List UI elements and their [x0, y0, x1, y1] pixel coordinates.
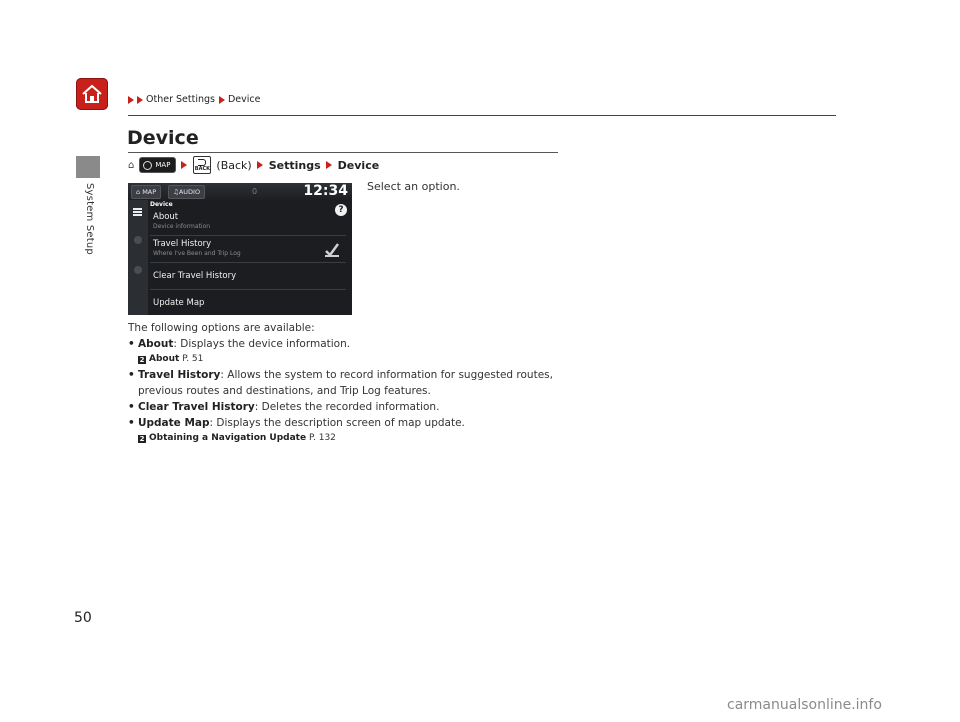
- screen-clock: 12:34: [303, 183, 348, 199]
- list-item[interactable]: Clear Travel History: [150, 263, 346, 290]
- screen-menu-list: [150, 201, 346, 315]
- header-rule: [128, 115, 836, 116]
- page-number: 50: [74, 610, 92, 626]
- chapter-label: System Setup: [84, 183, 95, 255]
- list-item[interactable]: Update Map: [153, 298, 205, 308]
- reference-icon: 2: [139, 435, 145, 443]
- option-travel-history-cont: previous routes and destinations, and Trip Log features.: [138, 385, 431, 397]
- breadcrumb-arrow-icon: [219, 96, 225, 104]
- path-step-settings: Settings: [268, 158, 321, 172]
- intro-text: The following options are available:: [128, 322, 315, 334]
- home-button[interactable]: [76, 78, 108, 110]
- reference-icon: 2: [139, 356, 145, 364]
- path-arrow-icon: [181, 161, 187, 169]
- screen-status-bar: [128, 183, 352, 200]
- option-about: • About: Displays the device information.: [128, 336, 568, 352]
- scroll-up-icon[interactable]: [134, 236, 142, 244]
- back-key-icon: BACK: [193, 156, 211, 174]
- checkmark-icon: [324, 242, 340, 258]
- screen-readout: 0: [252, 187, 258, 196]
- home-icon: [80, 82, 104, 106]
- path-arrow-icon: [326, 161, 332, 169]
- navigation-path: [128, 156, 379, 174]
- path-step-device: Device: [337, 158, 380, 172]
- screen-side-panel: [128, 200, 148, 315]
- breadcrumb-item[interactable]: Device: [227, 94, 261, 105]
- option-travel-history: • Travel History: Allows the system to record information for suggested routes,: [128, 367, 568, 383]
- home-hint-icon: ⌂: [128, 159, 135, 171]
- breadcrumb: [128, 94, 260, 105]
- help-icon[interactable]: ?: [335, 204, 347, 216]
- option-update-map: • Update Map: Displays the description screen of map update.: [128, 415, 568, 431]
- list-item[interactable]: Travel History Where I've Been and Trip Log: [150, 236, 346, 263]
- instruction-text: Select an option.: [367, 180, 460, 193]
- screen-map-button[interactable]: ⌂ MAP: [131, 185, 161, 199]
- map-key-icon: MAP: [139, 157, 176, 173]
- screen-heading: Device: [150, 201, 173, 208]
- device-screen: [128, 183, 352, 315]
- cross-reference[interactable]: 2 Obtaining a Navigation Update P. 132: [139, 433, 336, 443]
- menu-icon[interactable]: [133, 208, 142, 210]
- breadcrumb-item[interactable]: Other Settings: [146, 94, 215, 105]
- chapter-tab: [76, 156, 100, 178]
- breadcrumb-arrow-icon: [128, 96, 134, 104]
- list-item[interactable]: About Device information: [150, 209, 346, 236]
- scroll-down-icon[interactable]: [134, 266, 142, 274]
- page-title: Device: [127, 127, 199, 149]
- option-clear-travel-history: • Clear Travel History: Deletes the recorded information.: [128, 399, 568, 415]
- breadcrumb-arrow-icon: [137, 96, 143, 104]
- path-arrow-icon: [257, 161, 263, 169]
- body-text: [128, 320, 568, 446]
- screen-audio-button[interactable]: ♫AUDIO: [168, 185, 205, 199]
- cross-reference[interactable]: 2 About P. 51: [139, 354, 204, 364]
- watermark: carmanualsonline.info: [727, 697, 882, 713]
- back-label: (Back): [216, 158, 252, 172]
- title-rule: [128, 152, 558, 153]
